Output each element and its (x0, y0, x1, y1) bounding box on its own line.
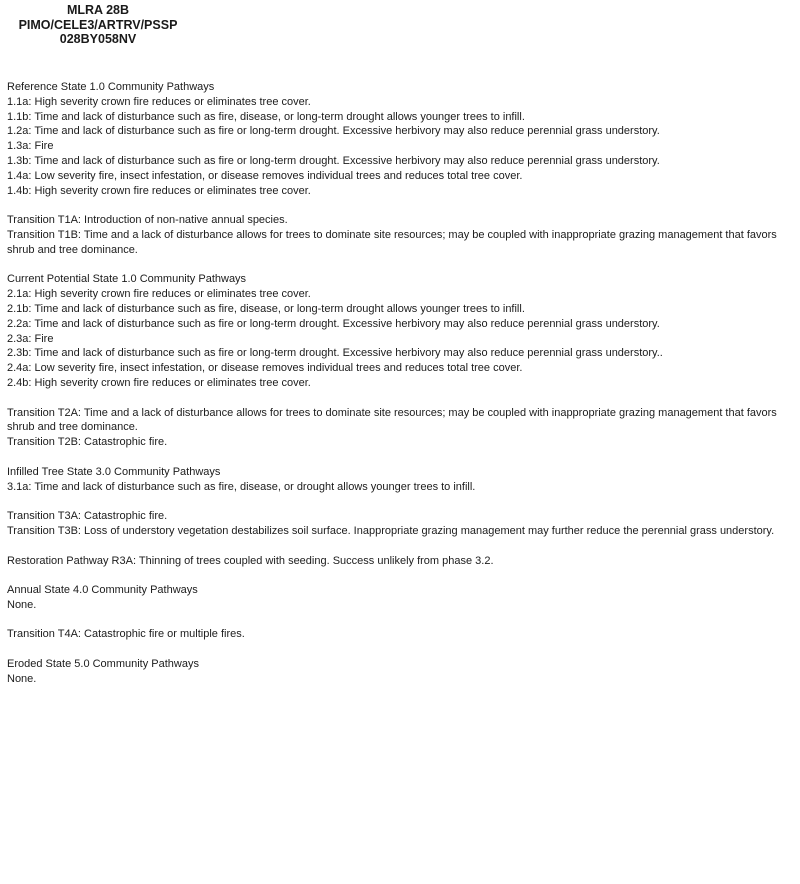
pathway-line: 1.1a: High severity crown fire reduces or eliminates tree cover. (7, 95, 311, 108)
pathway-line: 2.4b: High severity crown fire reduces or eliminates tree cover. (7, 376, 311, 389)
pathway-line: 2.3a: Fire (7, 332, 54, 345)
document-body (7, 80, 793, 701)
pathway-line: 1.2a: Time and lack of disturbance such as fire or long-term drought. Excessive herbivory may also reduce perennial grass understory. (7, 125, 660, 138)
pathway-line: 2.3b: Time and lack of disturbance such as fire or long-term drought. Excessive herbivory may also reduce perennial grass understory.. (7, 347, 663, 360)
pathway-line: 2.2a: Time and lack of disturbance such as fire or long-term drought. Excessive herbivory may also reduce perennial grass understory. (7, 317, 660, 330)
section-heading: Current Potential State 1.0 Community Pathways (7, 273, 247, 286)
section-heading: Annual State 4.0 Community Pathways (7, 584, 198, 597)
section-restoration-pathway (7, 554, 793, 569)
section-transitions-t4 (7, 627, 793, 642)
transition-line: Transition T2B: Catastrophic fire. (7, 436, 168, 449)
section-heading: Infilled Tree State 3.0 Community Pathways (7, 465, 221, 478)
transition-line: Transition T3A: Catastrophic fire. (7, 510, 168, 523)
section-eroded-state (7, 657, 793, 687)
section-transitions-t1 (7, 213, 793, 257)
section-transitions-t3 (7, 509, 793, 539)
mlra-title: MLRA 28B (66, 3, 130, 17)
restoration-line: Restoration Pathway R3A: Thinning of trees coupled with seeding. Success unlikely from phase 3.2. (7, 554, 494, 567)
pathway-line: 1.1b: Time and lack of disturbance such as fire, disease, or long-term drought allows younger trees to infill. (7, 110, 525, 123)
section-heading: Reference State 1.0 Community Pathways (7, 81, 215, 93)
section-transitions-t2 (7, 406, 793, 450)
section-current-potential-state (7, 272, 793, 390)
ecological-site-id: 028BY058NV (59, 32, 137, 46)
pathway-line: 1.4b: High severity crown fire reduces or eliminates tree cover. (7, 184, 311, 197)
transition-line: Transition T4A: Catastrophic fire or multiple fires. (7, 628, 245, 641)
pathway-line: 2.1b: Time and lack of disturbance such as fire, disease, or long-term drought allows younger trees to infill. (7, 302, 525, 315)
pathway-line: 1.4a: Low severity fire, insect infestation, or disease removes individual trees and reduces total tree cover. (7, 169, 523, 182)
section-annual-state (7, 583, 793, 613)
pathway-line: 3.1a: Time and lack of disturbance such as fire, disease, or drought allows younger trees to infill. (7, 480, 476, 493)
document-header (0, 3, 196, 47)
transition-line: Transition T2A: Time and a lack of disturbance allows for trees to dominate site resources; may be coupled with inappropriate grazing management that favors shrub and tree dominance. (7, 406, 777, 434)
transition-line: Transition T1A: Introduction of non-native annual species. (7, 214, 288, 227)
section-reference-state (7, 80, 793, 198)
pathway-line: 1.3b: Time and lack of disturbance such as fire or long-term drought. Excessive herbivory may also reduce perennial grass understory. (7, 154, 660, 167)
pathway-line: None. (7, 598, 37, 611)
section-infilled-tree-state (7, 465, 793, 495)
pathway-line: 2.1a: High severity crown fire reduces or eliminates tree cover. (7, 288, 311, 301)
transition-line: Transition T1B: Time and a lack of disturbance allows for trees to dominate site resources; may be coupled with inappropriate grazing management that favors shrub and tree dominance. (7, 228, 777, 256)
species-code: PIMO/CELE3/ARTRV/PSSP (18, 17, 178, 32)
section-heading: Eroded State 5.0 Community Pathways (7, 658, 199, 671)
pathway-line: None. (7, 672, 37, 685)
pathway-line: 2.4a: Low severity fire, insect infestation, or disease removes individual trees and reduces total tree cover. (7, 362, 523, 375)
transition-line: Transition T3B: Loss of understory vegetation destabilizes soil surface. Inappropriate grazing management may further reduce the perennial grass understory. (7, 524, 775, 537)
pathway-line: 1.3a: Fire (7, 140, 54, 153)
